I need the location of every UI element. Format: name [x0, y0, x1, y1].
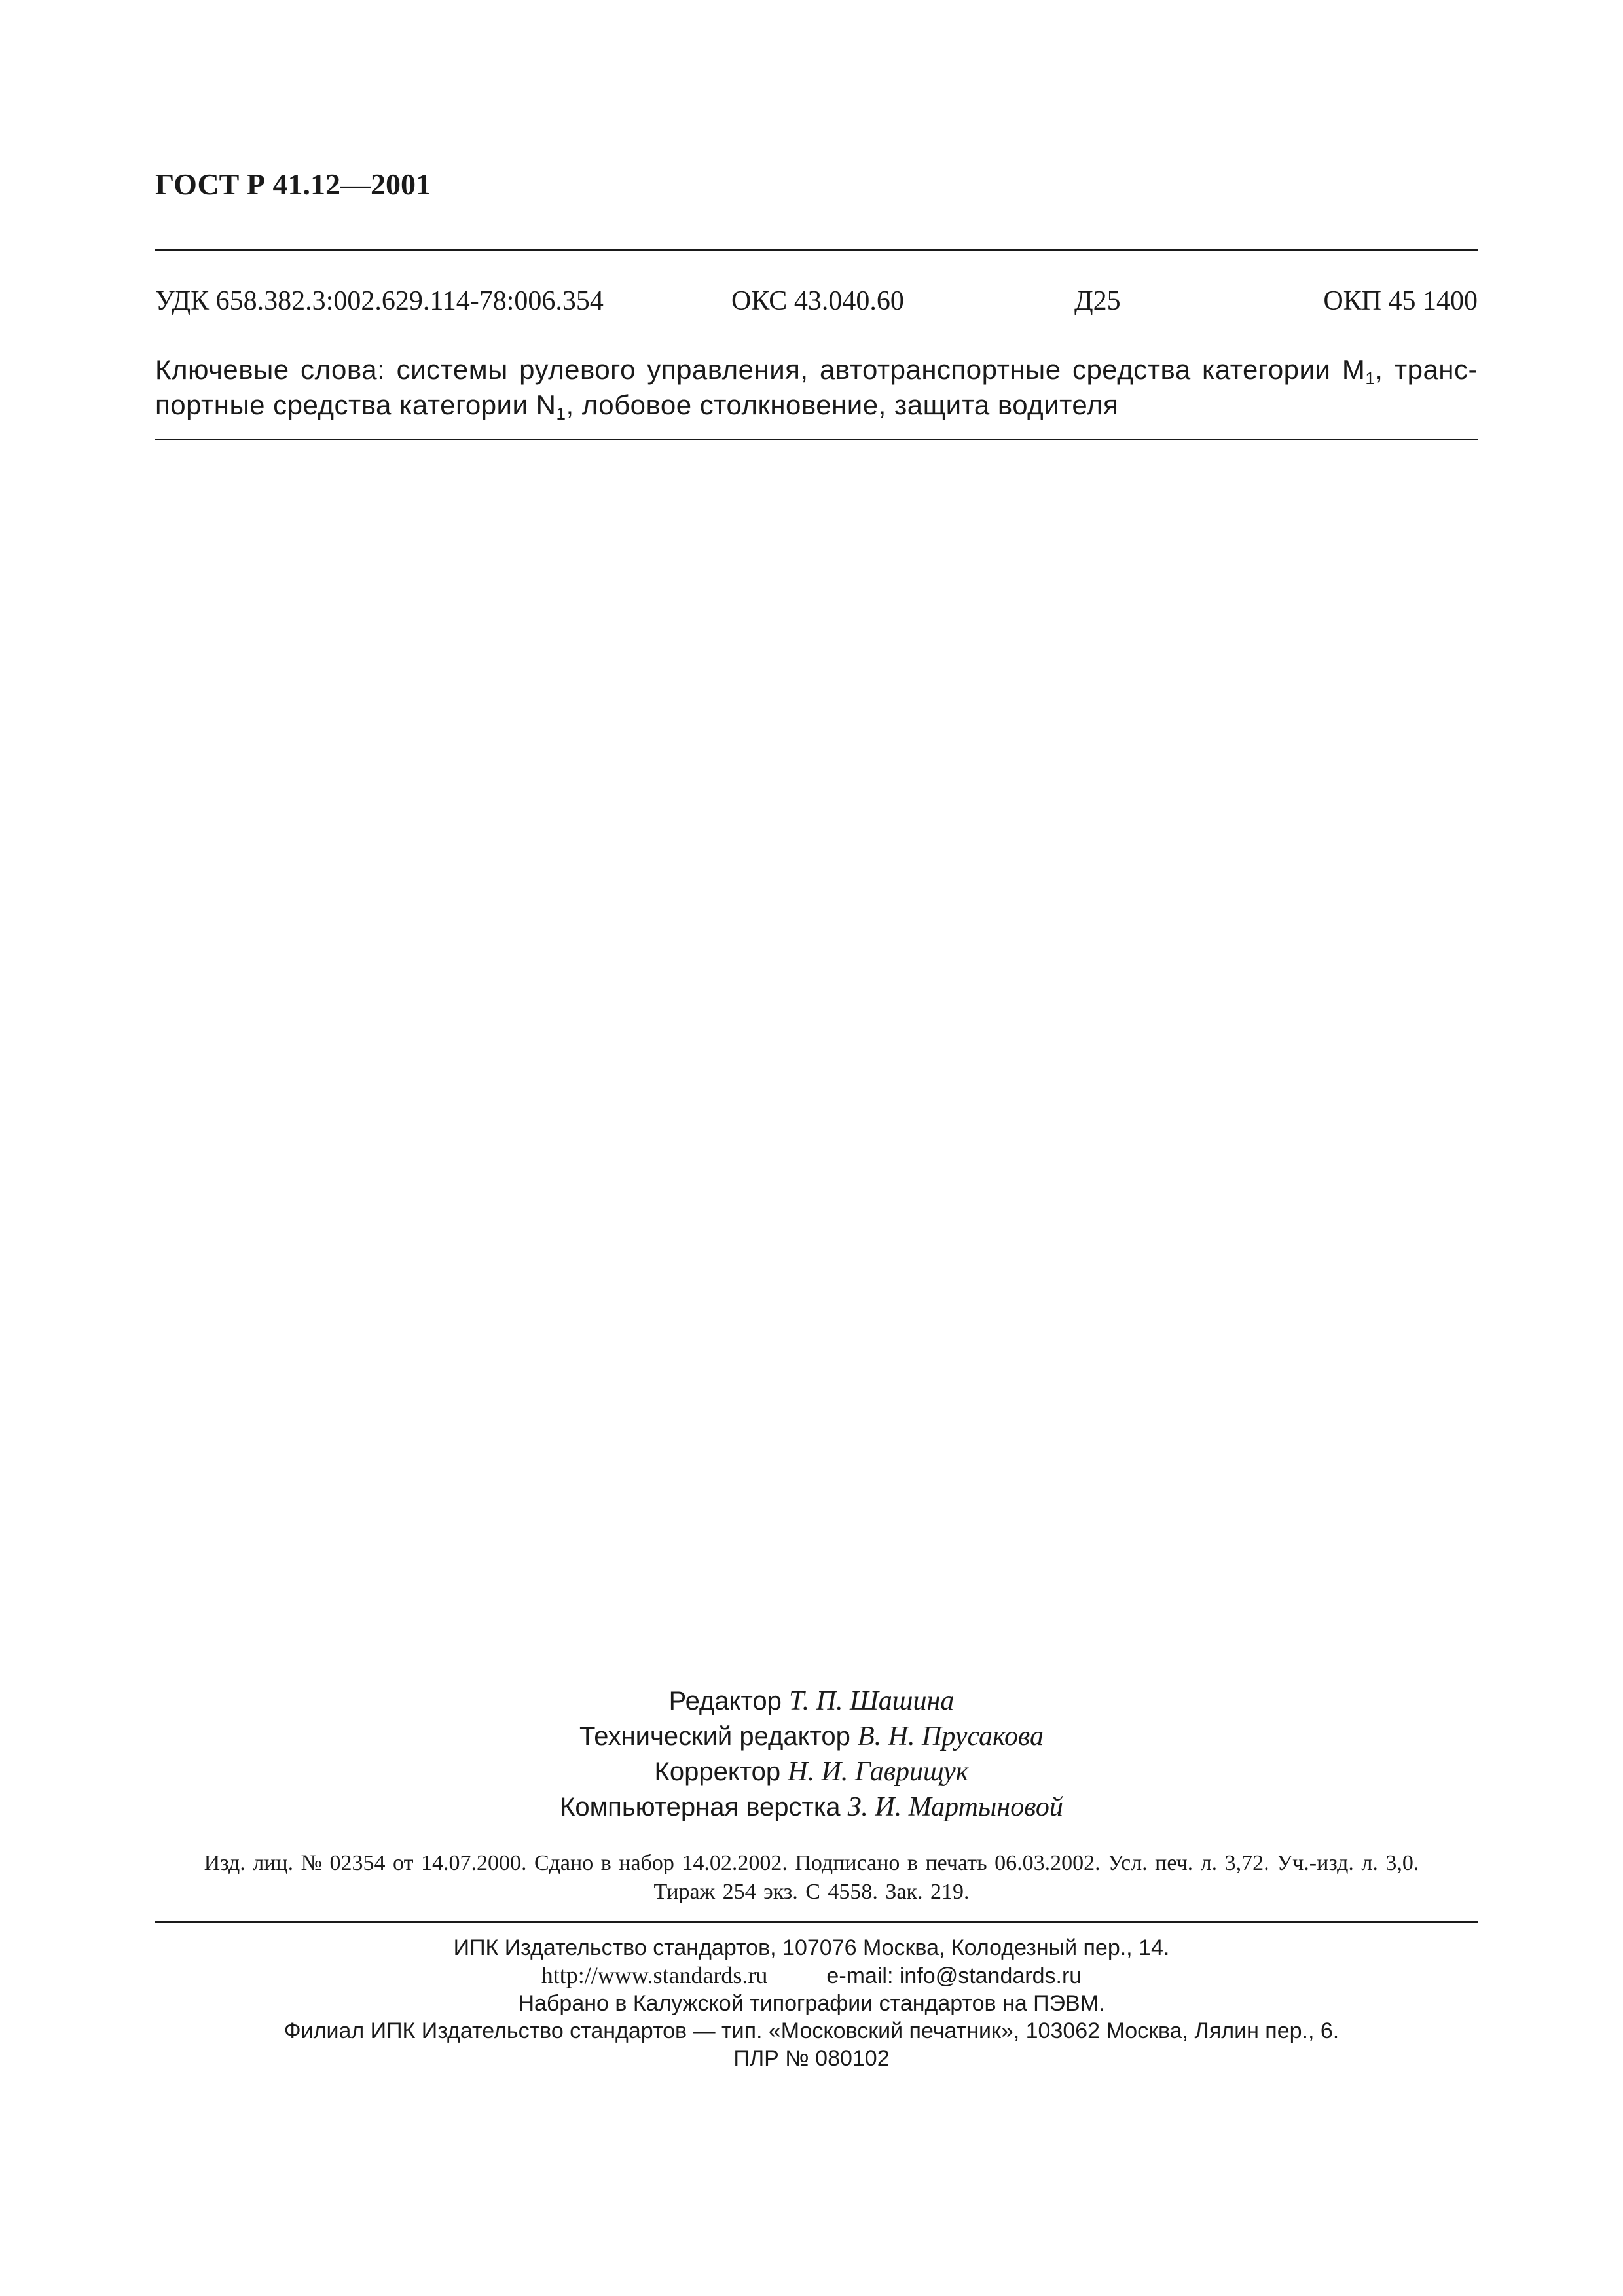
publisher-email: e-mail: info@standards.ru	[826, 1964, 1082, 1988]
keywords-text-2: , транс-портные средства категории N	[155, 354, 1478, 420]
publisher-url: http://www.standards.ru	[541, 1962, 768, 1988]
top-divider	[155, 249, 1478, 251]
credit-role: Редактор	[668, 1687, 782, 1715]
publisher-block	[0, 1934, 1623, 2072]
publisher-license: ПЛР № 080102	[733, 2046, 890, 2071]
credits-block	[0, 1683, 1623, 1825]
standard-id-header: ГОСТ Р 41.12—2001	[155, 168, 431, 201]
credit-person: В. Н. Прусакова	[858, 1721, 1044, 1751]
publisher-contacts	[0, 1962, 1623, 1990]
keywords-text-3: , лобовое столкновение, защита водителя	[566, 389, 1119, 420]
classification-codes-row	[155, 285, 1478, 325]
publisher-typeset: Набрано в Калужской типографии стандартов на ПЭВМ.	[518, 1991, 1105, 2016]
keywords-paragraph	[155, 352, 1478, 423]
okp-code: ОКП 45 1400	[1323, 286, 1478, 316]
imprint-line: Изд. лиц. № 02354 от 14.07.2000. Сдано в набор 14.02.2002. Подписано в печать 06.03.2002. Усл. печ. л. 3,72. Уч.-изд. л. 3,0.	[204, 1851, 1419, 1875]
credit-layout	[0, 1789, 1623, 1825]
keywords-subscript-2: 1	[556, 404, 566, 423]
imprint-line: Тираж 254 экз. С 4558. Зак. 219.	[653, 1880, 970, 1904]
publisher-address: ИПК Издательство стандартов, 107076 Москва, Колодезный пер., 14.	[453, 1935, 1170, 1960]
credit-person: З. И. Мартыновой	[847, 1792, 1063, 1822]
credit-tech-editor	[0, 1719, 1623, 1754]
publisher-branch: Филиал ИПК Издательство стандартов — тип. «Московский печатник», 103062 Москва, Лялин пер., 6.	[283, 2018, 1340, 2043]
credit-role: Компьютерная верстка	[560, 1793, 841, 1821]
credit-person: Т. П. Шашина	[788, 1686, 955, 1716]
imprint-divider	[155, 1921, 1478, 1923]
credit-person: Н. И. Гаврищук	[788, 1757, 969, 1787]
keywords-text-1: Ключевые слова: системы рулевого управления, автотранспортные средства категории M	[155, 354, 1366, 385]
keywords-divider	[155, 439, 1478, 440]
credit-editor	[0, 1683, 1623, 1719]
keywords-subscript-1: 1	[1365, 368, 1376, 388]
credit-role: Корректор	[654, 1757, 781, 1786]
class-code: Д25	[1074, 286, 1121, 316]
imprint-block	[0, 1849, 1623, 1907]
credit-proofreader	[0, 1754, 1623, 1789]
udk-code: УДК 658.382.3:002.629.114-78:006.354	[155, 286, 604, 316]
credit-role: Технический редактор	[579, 1722, 850, 1751]
oks-code: ОКС 43.040.60	[731, 286, 904, 316]
